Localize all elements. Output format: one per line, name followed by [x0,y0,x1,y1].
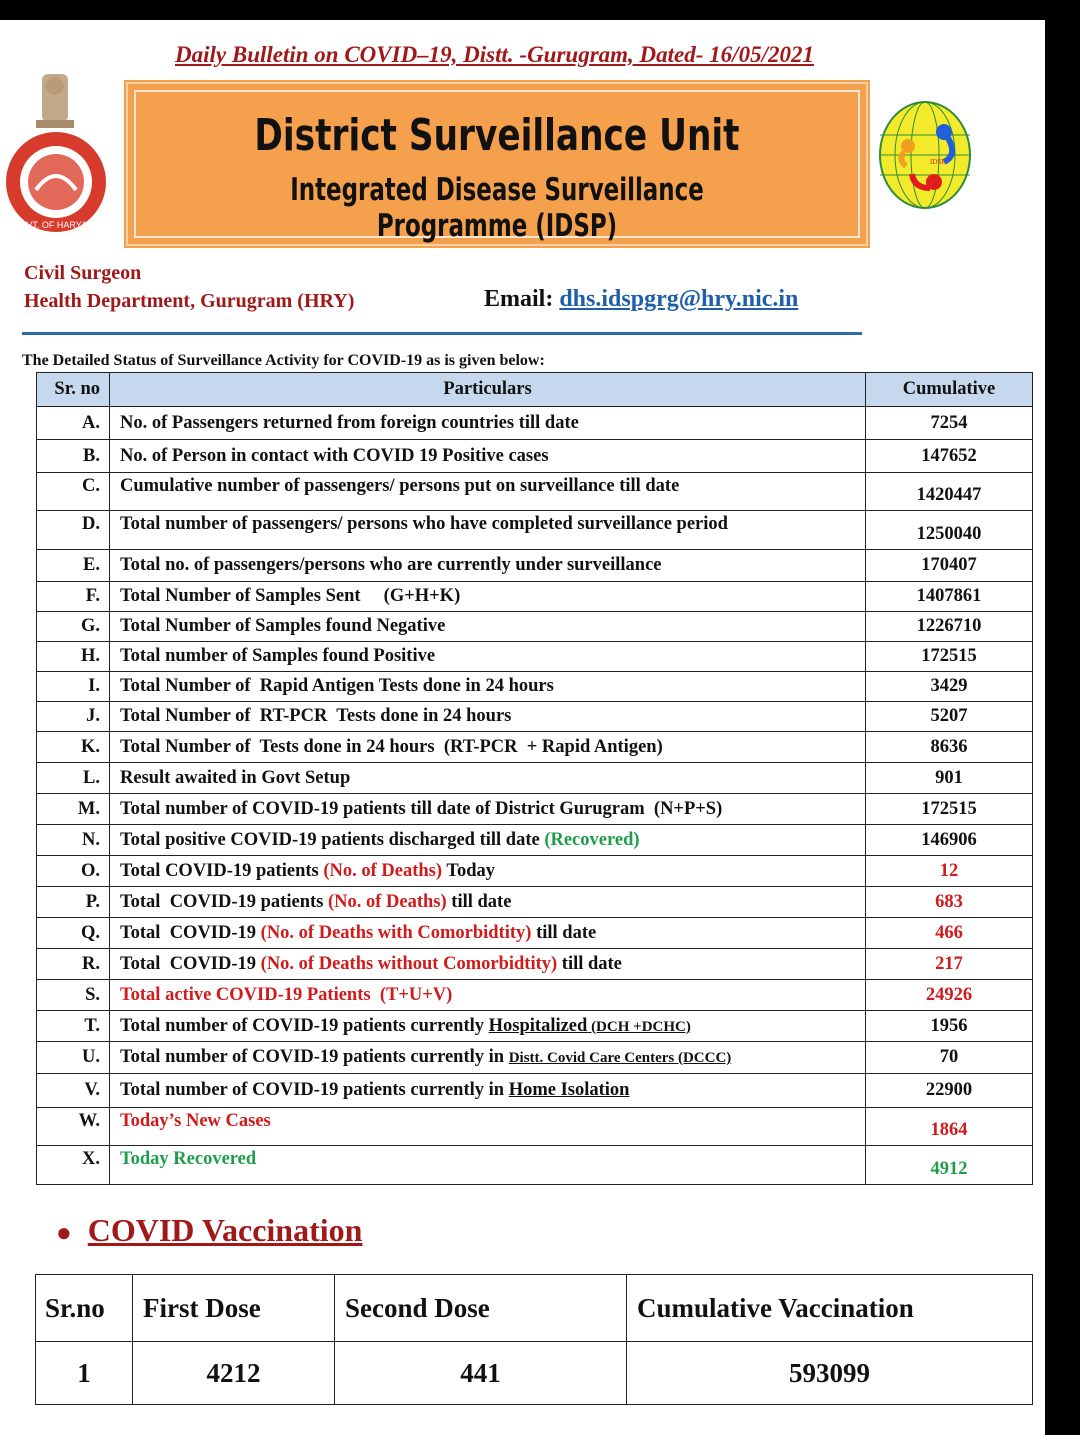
cell-sr-no: G. [37,612,110,642]
particulars-text: Total Number of Samples Sent (G+H+K) [120,586,461,606]
table-row [37,1108,1033,1146]
particulars-text: Total number of COVID-19 patients currently in [120,1080,509,1100]
cell-cumulative: 8636 [866,732,1033,763]
cell-particulars [110,407,866,440]
cell-particulars [110,511,866,550]
cell-sr-no: I. [37,672,110,702]
cell-particulars [110,612,866,642]
cell-sr-no: L. [37,763,110,794]
cell-sr-no: H. [37,642,110,672]
table-row [36,1342,1033,1405]
cell-particulars [110,856,866,887]
cell-particulars [110,980,866,1011]
divider [22,332,862,335]
cell-particulars [110,582,866,612]
particulars-text: Today [442,860,496,881]
table-row [37,763,1033,794]
particulars-text: No. of Passengers returned from foreign countries till date [120,412,579,433]
particulars-text: Today Recovered [120,1149,257,1169]
particulars-text: Total active COVID-19 Patients (T+U+V) [120,984,453,1005]
cell-sr-no: Q. [37,918,110,949]
cell-particulars [110,550,866,582]
svg-text:IDSP: IDSP [930,158,946,166]
table-row [37,1011,1033,1042]
particulars-text: till date [531,922,597,943]
particulars-text: No. of Person in contact with COVID 19 Positive cases [120,445,549,466]
banner-title: District Surveillance Unit [254,110,740,161]
cell-particulars [110,825,866,856]
cell-cumulative: 1864 [866,1108,1033,1146]
cell-cumulative: 1420447 [866,473,1033,511]
header-sr-no: Sr.no [36,1275,133,1342]
cell-cumulative: 22900 [866,1074,1033,1108]
header-cumulative: Cumulative [866,373,1033,407]
cell-cumulative: 1250040 [866,511,1033,550]
particulars-text: (DCH +DCHC) [587,1018,691,1035]
email-label: Email: [484,286,554,312]
particulars-text: Today’s New Cases [120,1111,271,1131]
table-row [37,642,1033,672]
cell-sr-no: J. [37,702,110,732]
particulars-text: till date [446,891,512,912]
idsp-globe-icon [878,100,973,210]
vaccination-heading: ● COVID Vaccination [56,1212,363,1248]
particulars-text: Distt. Covid Care Centers (DCCC) [508,1050,732,1066]
table-row [37,511,1033,550]
table-row [37,794,1033,825]
particulars-text: Total number of COVID-19 patients till date of District Gurugram (N+P+S) [120,798,723,819]
header-particulars: Particulars [110,373,866,407]
cell-particulars [110,642,866,672]
particulars-text: Total Number of RT-PCR Tests done in 24 hours [120,706,512,726]
particulars-text: Total Number of Rapid Antigen Tests done in 24 hours [120,676,554,696]
cell-cumulative: 466 [866,918,1033,949]
office-line-2: Health Department, Gurugram (HRY) [24,290,355,312]
cell-sr-no: E. [37,550,110,582]
cell-sr-no: M. [37,794,110,825]
cell-cumulative: 1956 [866,1011,1033,1042]
header-second-dose: Second Dose [335,1275,627,1342]
particulars-text: Total number of Samples found Positive [120,646,436,666]
cell-cumulative: 1226710 [866,612,1033,642]
cell-sr-no: B. [37,440,110,473]
cell-cumulative: 7254 [866,407,1033,440]
cell-particulars [110,732,866,763]
header-first-dose: First Dose [133,1275,335,1342]
email-block [484,286,798,313]
cell-sr-no: W. [37,1108,110,1146]
table-row [37,1146,1033,1185]
email-link[interactable]: dhs.idspgrg@hry.nic.in [559,286,799,312]
particulars-text: till date [557,953,622,974]
cell-first-dose: 4212 [133,1342,335,1405]
cell-cumulative: 172515 [866,794,1033,825]
cell-particulars [110,440,866,473]
particulars-text: Total COVID-19 [120,922,261,943]
cell-cumulative: 170407 [866,550,1033,582]
table-row [37,550,1033,582]
particulars-text: Total number of COVID-19 patients currently in [120,1047,509,1067]
cell-particulars [110,794,866,825]
cell-particulars [110,702,866,732]
header-sr-no: Sr. no [37,373,110,407]
particulars-text: Home Isolation [508,1080,630,1100]
particulars-text: Total number of COVID-19 patients currently [120,1015,489,1036]
particulars-text: Total Number of Tests done in 24 hours (RT-PCR + Rapid Antigen) [120,736,663,757]
cell-particulars [110,887,866,918]
particulars-text: Total positive COVID-19 patients discharged till date [120,829,545,850]
cell-cumulative: 683 [866,887,1033,918]
particulars-text: Cumulative number of passengers/ persons put on surveillance till date [120,476,680,496]
table-row [37,732,1033,763]
cell-particulars [110,473,866,511]
cell-sr-no: F. [37,582,110,612]
table-header-row [37,373,1033,407]
particulars-text: Result awaited in Govt Setup [120,767,351,788]
table-header-row [36,1275,1033,1342]
cell-cumulative: 146906 [866,825,1033,856]
cell-sr-no: A. [37,407,110,440]
cell-cumulative: 172515 [866,642,1033,672]
table-row [37,980,1033,1011]
cell-sr-no: U. [37,1042,110,1074]
cell-cumulative: 12 [866,856,1033,887]
svg-text:GOVT. OF HARYANA: GOVT. OF HARYANA [12,220,100,230]
cell-particulars [110,1042,866,1074]
particulars-text: Total number of passengers/ persons who have completed surveillance period [120,514,728,534]
particulars-text: (No. of Deaths) [327,891,447,912]
cell-sr-no: C. [37,473,110,511]
cell-sr-no: K. [37,732,110,763]
cell-sr-no: R. [37,949,110,980]
particulars-text: (Recovered) [544,829,640,850]
table-row [37,856,1033,887]
particulars-text: (No. of Deaths without Comorbidtity) [260,953,558,974]
cell-sr-no: N. [37,825,110,856]
cell-particulars [110,1011,866,1042]
vaccination-table [35,1274,1033,1405]
surveillance-status-table [36,372,1033,1185]
cell-sr-no: X. [37,1146,110,1185]
particulars-text: Total COVID-19 patients [120,860,324,881]
particulars-text: Total Number of Samples found Negative [120,616,446,636]
cell-cumulative: 3429 [866,672,1033,702]
cell-second-dose: 441 [335,1342,627,1405]
cell-particulars [110,1146,866,1185]
table-row [37,918,1033,949]
cell-cumulative: 70 [866,1042,1033,1074]
table-row [37,887,1033,918]
bullet-icon: ● [56,1218,72,1247]
cell-cumulative: 4912 [866,1146,1033,1185]
table-row [37,672,1033,702]
bulletin-title: Daily Bulletin on COVID–19, Distt. -Gurugram, Dated- 16/05/2021 [175,42,814,67]
table-row [37,1074,1033,1108]
table-row [37,473,1033,511]
cell-particulars [110,949,866,980]
cell-particulars [110,1074,866,1108]
bulletin-page [0,20,1045,1435]
cell-sr-no: V. [37,1074,110,1108]
cell-cumulative: 147652 [866,440,1033,473]
cell-sr-no: P. [37,887,110,918]
cell-particulars [110,763,866,794]
table-row [37,407,1033,440]
cell-cumulative: 24926 [866,980,1033,1011]
particulars-text: (No. of Deaths with Comorbidtity) [260,922,532,943]
table-row [37,949,1033,980]
table-row [37,1042,1033,1074]
cell-sr-no: D. [37,511,110,550]
office-line-1: Civil Surgeon [24,262,142,284]
header-cumulative-vaccination: Cumulative Vaccination [627,1275,1033,1342]
cell-cumulative: 217 [866,949,1033,980]
cell-cumulative: 901 [866,763,1033,794]
cell-particulars [110,918,866,949]
cell-sr-no: S. [37,980,110,1011]
particulars-text: Total COVID-19 patients [120,891,328,912]
table-row [37,702,1033,732]
cell-particulars [110,672,866,702]
particulars-text: Total COVID-19 [120,953,261,974]
particulars-text: Total no. of passengers/persons who are currently under surveillance [120,555,662,575]
cell-sr-no: O. [37,856,110,887]
table-row [37,582,1033,612]
dsu-banner [126,82,868,246]
cell-sr-no: T. [37,1011,110,1042]
particulars-text: (No. of Deaths) [323,860,443,881]
cell-particulars [110,1108,866,1146]
table-row [37,440,1033,473]
table-row [37,825,1033,856]
particulars-text: Hospitalized [488,1015,588,1036]
cell-cumulative: 1407861 [866,582,1033,612]
intro-text: The Detailed Status of Surveillance Activity for COVID-19 as is given below: [22,352,545,369]
haryana-emblem-icon [2,72,110,232]
cell-cumulative: 5207 [866,702,1033,732]
table-row [37,612,1033,642]
cell-cumulative-vaccination: 593099 [627,1342,1033,1405]
cell-sr-no: 1 [36,1342,133,1405]
banner-subtitle: Integrated Disease Surveillance Programme (IDSP) [290,172,704,244]
